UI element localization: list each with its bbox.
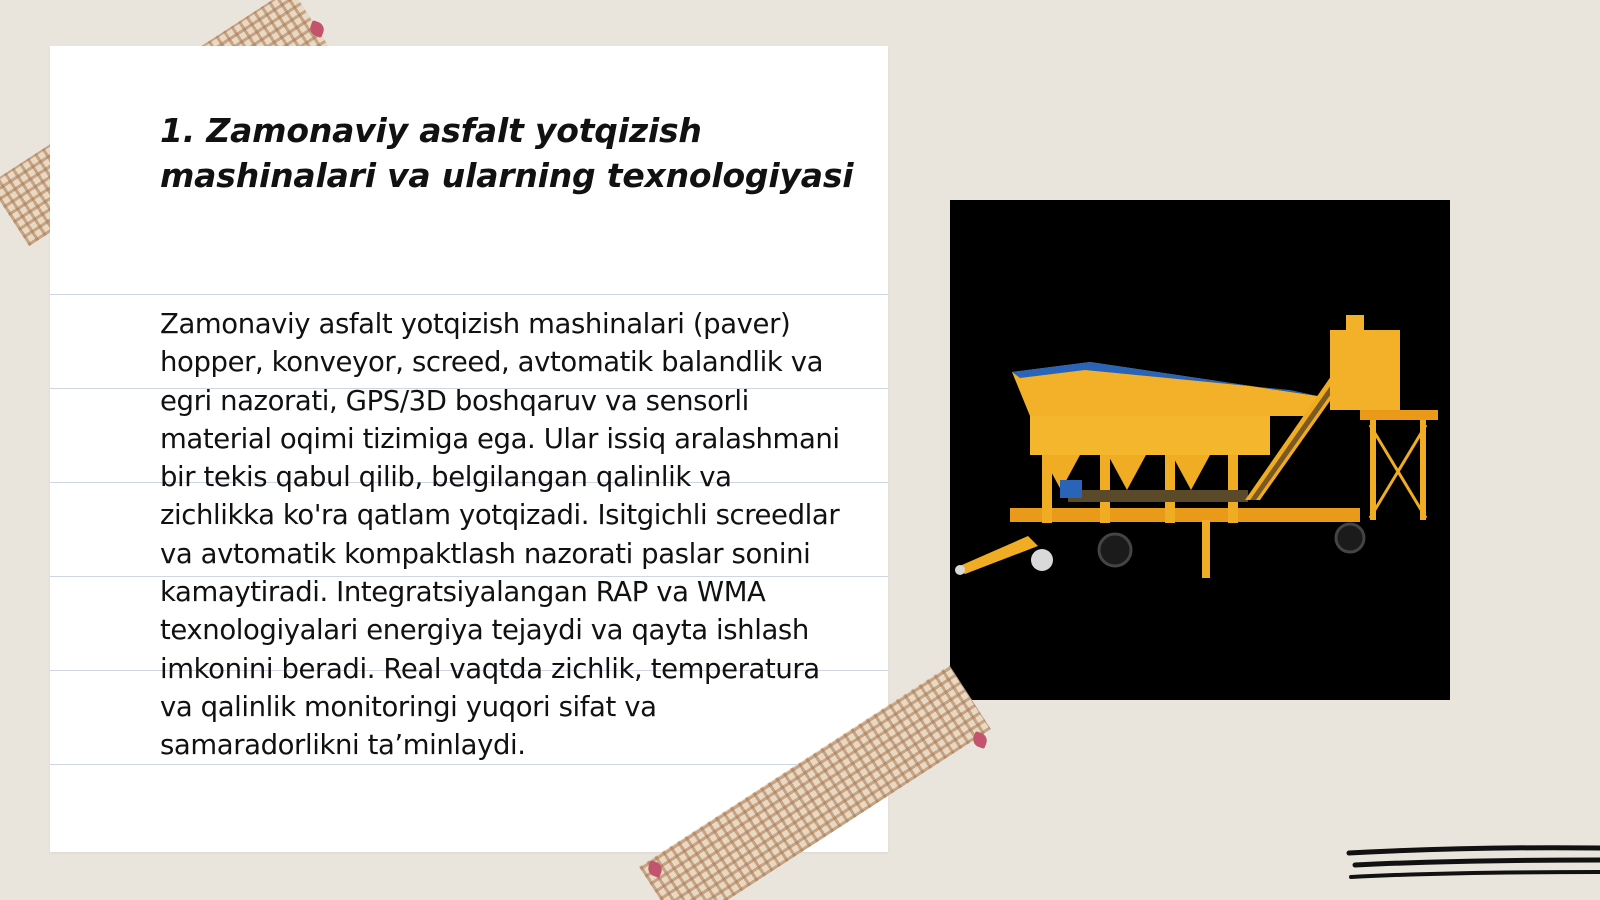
asphalt-plant-photo	[950, 200, 1450, 700]
tape-pin-bottom-right	[971, 731, 989, 749]
asphalt-plant-illustration	[950, 200, 1450, 700]
paper-rule-line	[50, 294, 888, 295]
note-paper	[50, 46, 888, 852]
brush-stroke-lines	[1345, 845, 1600, 885]
slide-title: 1. Zamonaviy asfalt yotqizish mashinalari va ularning texnologiyasi	[160, 111, 854, 195]
slide-body-text: Zamonaviy asfalt yotqizish mashinalari (paver) hopper, konveyor, screed, avtomatik balandlik va egri nazorati, GPS/3D boshqaruv va sensorli material oqimi tizimiga ega. Ular issiq aralashmani bir tekis qabul qilib, belgilangan qalinlik va zichlikka ko'ra qatlam yotqizadi. Isitgichli screedlar va avtomatik kompaktlash nazorati paslar sonini kamaytiradi. Integratsiyalangan RAP va WMA texnologiyalari energiya tejaydi va qayta ishlash imkonini beradi. Real vaqtda zichlik, temperatura va qalinlik monitoringi yuqori sifat va samaradorlikni ta’minlaydi.	[160, 308, 840, 762]
